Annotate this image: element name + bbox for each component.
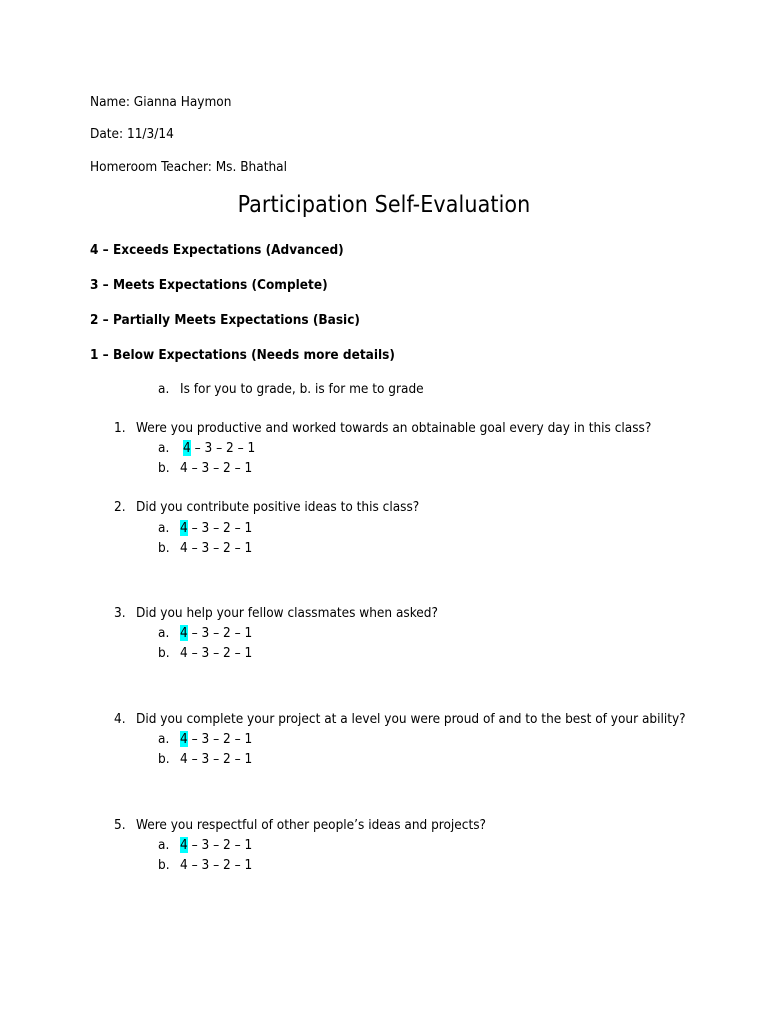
scale-item-3: 3 – Meets Expectations (Complete)	[90, 277, 328, 293]
rating-scale-rest: – 3 – 2 – 1	[190, 440, 256, 456]
scale-item-4: 4 – Exceeds Expectations (Advanced)	[90, 242, 344, 258]
option-a-rating	[180, 835, 252, 855]
option-a-marker: a.	[158, 625, 170, 641]
scale-item-1: 1 – Below Expectations (Needs more details)	[90, 347, 395, 363]
rating-scale-rest: – 3 – 2 – 1	[187, 520, 253, 536]
question-number: 4.	[114, 711, 126, 727]
option-b-rating: 4 – 3 – 2 – 1	[180, 645, 253, 661]
scale-item-2: 2 – Partially Meets Expectations (Basic)	[90, 312, 360, 328]
option-b-rating: 4 – 3 – 2 – 1	[180, 857, 253, 873]
question-number: 2.	[114, 499, 126, 515]
option-a-rating	[180, 729, 252, 749]
option-a-rating	[183, 438, 255, 458]
question-number: 1.	[114, 420, 126, 436]
option-b-marker: b.	[158, 857, 170, 873]
homeroom-teacher: Homeroom Teacher: Ms. Bhathal	[90, 159, 287, 175]
question-text: Were you productive and worked towards an obtainable goal every day in this class?	[136, 420, 652, 436]
option-b-marker: b.	[158, 460, 170, 476]
option-b-rating: 4 – 3 – 2 – 1	[180, 540, 253, 556]
rating-scale-rest: – 3 – 2 – 1	[187, 625, 253, 641]
question-number: 5.	[114, 817, 126, 833]
option-a-marker: a.	[158, 731, 170, 747]
option-a-marker: a.	[158, 440, 170, 456]
option-b-marker: b.	[158, 751, 170, 767]
option-a-rating	[180, 518, 252, 538]
option-b-rating: 4 – 3 – 2 – 1	[180, 460, 253, 476]
rating-scale-rest: – 3 – 2 – 1	[187, 837, 253, 853]
option-a-marker: a.	[158, 837, 170, 853]
selected-rating-highlight: 4	[180, 625, 188, 641]
rating-scale-rest: – 3 – 2 – 1	[187, 731, 253, 747]
student-name: Name: Gianna Haymon	[90, 94, 232, 110]
selected-rating-highlight: 4	[180, 520, 188, 536]
date-line: Date: 11/3/14	[90, 126, 174, 142]
question-text: Did you contribute positive ideas to this class?	[136, 499, 420, 515]
question-text: Were you respectful of other people’s ideas and projects?	[136, 817, 486, 833]
question-text: Did you complete your project at a level you were proud of and to the best of your ability?	[136, 711, 686, 727]
option-a-marker: a.	[158, 520, 170, 536]
instruction-marker: a.	[158, 381, 170, 397]
page-title: Participation Self-Evaluation	[237, 192, 531, 218]
question-number: 3.	[114, 605, 126, 621]
option-b-rating: 4 – 3 – 2 – 1	[180, 751, 253, 767]
selected-rating-highlight: 4	[180, 837, 188, 853]
selected-rating-highlight: 4	[183, 440, 191, 456]
option-a-rating	[180, 623, 252, 643]
selected-rating-highlight: 4	[180, 731, 188, 747]
option-b-marker: b.	[158, 645, 170, 661]
option-b-marker: b.	[158, 540, 170, 556]
question-text: Did you help your fellow classmates when asked?	[136, 605, 438, 621]
instruction-text: Is for you to grade, b. is for me to grade	[180, 381, 424, 397]
